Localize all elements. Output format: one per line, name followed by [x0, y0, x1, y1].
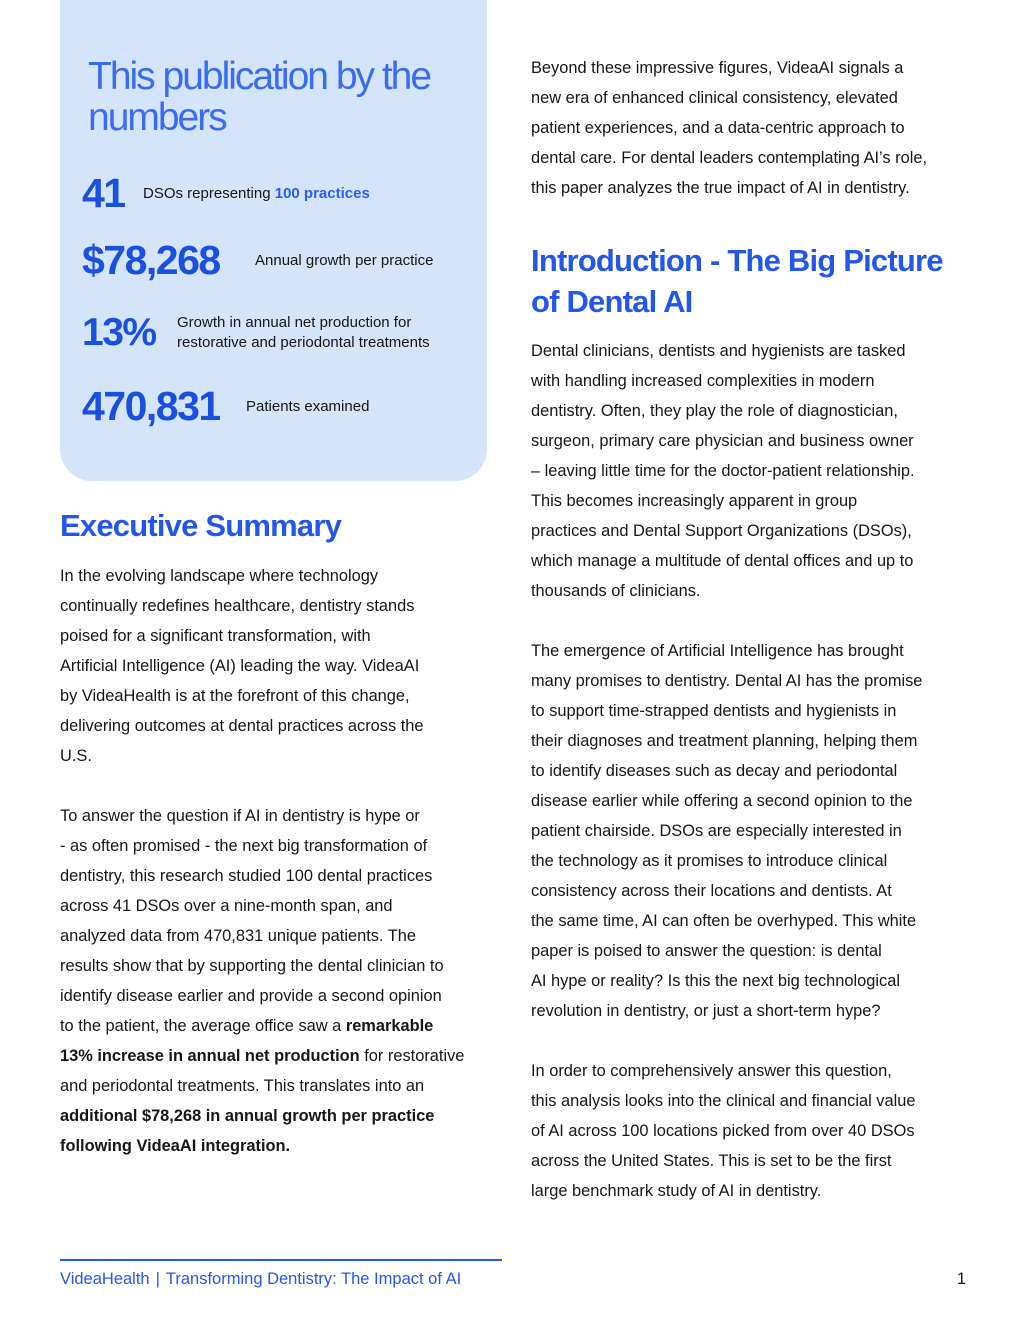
text-line: In order to comprehensively answer this question, — [531, 1062, 892, 1080]
text-line: dental care. For dental leaders contemplating AI’s role, — [531, 149, 928, 167]
text-line: practices and Dental Support Organizations (DSOs), — [531, 522, 912, 540]
intro-paragraph-0 — [531, 53, 971, 203]
text-line: across 41 DSOs over a nine-month span, and — [60, 897, 393, 915]
text-line: delivering outcomes at dental practices across the — [60, 717, 424, 735]
text-line: Artificial Intelligence (AI) leading the way. VideaAI — [60, 657, 420, 675]
stats-card-title: This publication by the numbers — [88, 55, 431, 139]
footer-title — [60, 1268, 461, 1290]
text-line: the same time, AI can often be overhyped. This white — [531, 912, 917, 930]
text-span: for restorative — [359, 1047, 465, 1065]
text-span-bold: remarkable — [345, 1017, 434, 1035]
text-line: patient experiences, and a data-centric approach to — [531, 119, 905, 137]
heading-line: Introduction - The Big Picture — [531, 243, 943, 278]
text-line: In the evolving landscape where technology — [60, 567, 379, 585]
executive-summary-heading: Executive Summary — [60, 508, 342, 543]
text-span: to the patient, the average office saw a — [60, 1017, 346, 1035]
stat-value: 13% — [82, 311, 156, 354]
stat-desc-line: restorative and periodontal treatments — [177, 334, 430, 351]
stat-desc: Patients examined — [246, 397, 370, 415]
text-line — [60, 1131, 500, 1161]
text-line: This becomes increasingly apparent in group — [531, 492, 858, 510]
footer-document-title: Transforming Dentistry: The Impact of AI — [165, 1270, 462, 1288]
text-line — [60, 1011, 500, 1041]
footer-separator: | — [155, 1270, 160, 1288]
page-number: 1 — [956, 1270, 966, 1288]
introduction-heading — [531, 240, 971, 322]
stat-growth-per-practice — [82, 237, 433, 284]
text-line: the technology as it promises to introduce clinical — [531, 852, 888, 870]
text-line — [60, 1041, 500, 1071]
text-line: this analysis looks into the clinical and financial value — [531, 1092, 916, 1110]
stat-desc — [177, 313, 430, 353]
text-line: new era of enhanced clinical consistency, elevated — [531, 89, 898, 107]
stats-card — [60, 0, 487, 481]
stat-desc-line: Growth in annual net production for — [177, 314, 412, 331]
stat-patients — [82, 383, 369, 430]
text-line: results show that by supporting the dental clinician to — [60, 957, 444, 975]
text-line: identify disease earlier and provide a second opinion — [60, 987, 442, 1005]
stat-value: 41 — [82, 170, 125, 216]
intro-paragraph-2 — [531, 636, 971, 1026]
text-line: to support time-strapped dentists and hygienists in — [531, 702, 897, 720]
text-line: thousands of clinicians. — [531, 582, 701, 600]
text-line: continually redefines healthcare, dentistry stands — [60, 597, 415, 615]
text-span-bold: 13% increase in annual net production — [60, 1047, 360, 1065]
text-line: and periodontal treatments. This translates into an — [60, 1077, 425, 1095]
text-line: paper is poised to answer the question: is dental — [531, 942, 882, 960]
stat-desc-highlight: 100 practices — [274, 184, 370, 202]
text-line — [60, 1101, 500, 1131]
text-line: Beyond these impressive figures, VideaAI signals a — [531, 59, 904, 77]
text-line: with handling increased complexities in modern — [531, 372, 875, 390]
stat-net-production — [82, 311, 430, 355]
text-line: by VideaHealth is at the forefront of this change, — [60, 687, 410, 705]
stat-dsos — [82, 170, 370, 217]
text-line: U.S. — [60, 747, 92, 765]
text-line: poised for a significant transformation, with — [60, 627, 371, 645]
text-line: dentistry. Often, they play the role of diagnostician, — [531, 402, 898, 420]
text-line: disease earlier while offering a second opinion to the — [531, 792, 913, 810]
text-line: of AI across 100 locations picked from over 40 DSOs — [531, 1122, 915, 1140]
executive-summary-paragraph-1 — [60, 561, 500, 771]
heading-line: of Dental AI — [531, 284, 693, 319]
text-line: surgeon, primary care physician and business owner — [531, 432, 914, 450]
text-line: – leaving little time for the doctor-patient relationship. — [531, 462, 915, 480]
text-line: analyzed data from 470,831 unique patients. The — [60, 927, 416, 945]
text-line: many promises to dentistry. Dental AI has the promise — [531, 672, 923, 690]
text-line: which manage a multitude of dental offices and up to — [531, 552, 914, 570]
text-line: across the United States. This is set to be the first — [531, 1152, 892, 1170]
executive-summary-paragraph-2 — [60, 801, 500, 1161]
text-line: to identify diseases such as decay and periodontal — [531, 762, 898, 780]
stat-desc — [143, 184, 370, 204]
text-line: revolution in dentistry, or just a short-term hype? — [531, 1002, 881, 1020]
footer-divider — [60, 1259, 502, 1261]
stat-value: 470,831 — [82, 383, 220, 429]
text-line: To answer the question if AI in dentistry is hype or — [60, 807, 420, 825]
intro-paragraph-1 — [531, 336, 971, 606]
text-line: AI hype or reality? Is this the next big technological — [531, 972, 900, 990]
text-line: patient chairside. DSOs are especially interested in — [531, 822, 902, 840]
text-line: Dental clinicians, dentists and hygienists are tasked — [531, 342, 906, 360]
text-span-bold: additional $78,268 in annual growth per practice — [60, 1107, 435, 1125]
stat-desc-prefix: DSOs representing — [143, 184, 275, 202]
text-line: dentistry, this research studied 100 dental practices — [60, 867, 433, 885]
text-line: their diagnoses and treatment planning, helping them — [531, 732, 918, 750]
text-line: - as often promised - the next big transformation of — [60, 837, 428, 855]
footer-brand: VideaHealth — [60, 1270, 150, 1288]
text-line: consistency across their locations and dentists. At — [531, 882, 892, 900]
text-line: this paper analyzes the true impact of AI in dentistry. — [531, 179, 910, 197]
intro-paragraph-3 — [531, 1056, 971, 1206]
text-span-bold: following VideaAI integration. — [60, 1137, 291, 1155]
text-line: large benchmark study of AI in dentistry. — [531, 1182, 822, 1200]
stat-desc: Annual growth per practice — [255, 251, 434, 269]
stat-value: $78,268 — [82, 237, 220, 283]
text-line: The emergence of Artificial Intelligence has brought — [531, 642, 904, 660]
